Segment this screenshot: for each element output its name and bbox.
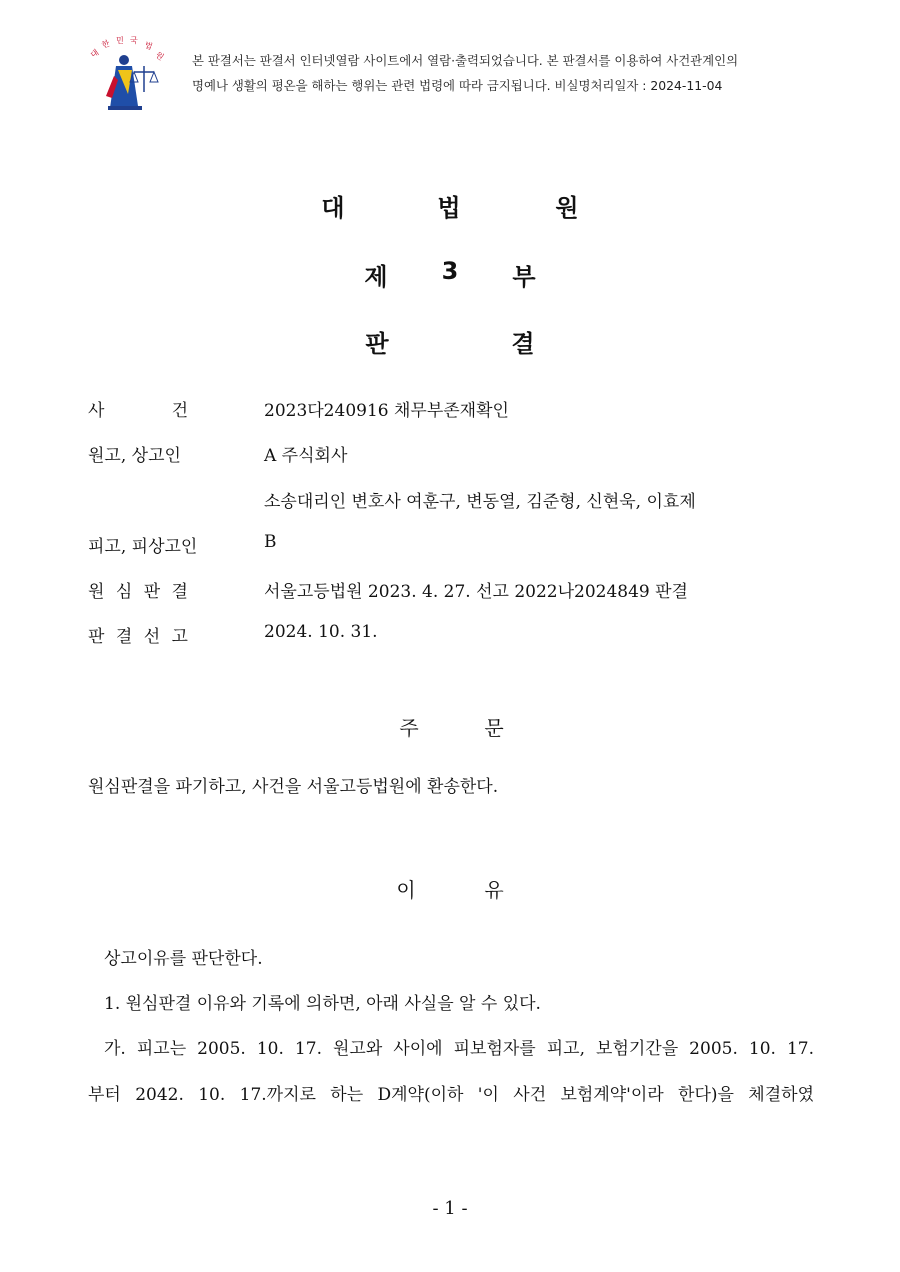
svg-text:한: 한 (100, 38, 111, 50)
lower-judgment-label-part-4: 결 (171, 582, 188, 602)
lower-judgment-label (88, 577, 188, 602)
court-title (0, 188, 900, 224)
page-number: - 1 - (432, 1198, 468, 1219)
division-title-char-2: 3 (441, 257, 459, 285)
judgment-date-label-part-2: 결 (115, 627, 133, 647)
svg-text:법: 법 (143, 40, 154, 52)
svg-text:국: 국 (130, 36, 138, 45)
judgment-date-label-part-4: 고 (171, 627, 188, 647)
svg-text:원: 원 (153, 50, 166, 63)
public-notice (192, 48, 832, 98)
reasons-heading-char-1: 이 (396, 878, 416, 902)
court-title-char-3: 원 (555, 194, 579, 222)
reasons-heading-char-2: 유 (484, 878, 504, 902)
doc-type-char-2: 결 (511, 330, 535, 358)
order-heading-char-2: 문 (484, 716, 504, 740)
reasons-paragraph-line-2: 부터 2042. 10. 17.까지로 하는 D계약(이하 '이 사건 보험계약'이라 한다)을 체결하였 (88, 1085, 814, 1105)
counsel-value: 소송대리인 변호사 여훈구, 변동열, 김준형, 신현욱, 이효제 (264, 492, 696, 512)
svg-text:대: 대 (88, 47, 101, 60)
doc-type-char-1: 판 (365, 330, 389, 358)
reasons-heading (0, 874, 900, 904)
division-title (0, 257, 900, 293)
division-title-char-1: 제 (364, 263, 388, 291)
court-seal-icon (84, 36, 176, 114)
order-text: 원심판결을 파기하고, 사건을 서울고등법원에 환송한다. (88, 777, 499, 797)
lower-judgment-label-part-2: 심 (115, 582, 133, 602)
case-label-part-2: 건 (171, 401, 188, 421)
case-value: 2023다240916 채무부존재확인 (264, 401, 509, 421)
notice-line-2: 명예나 생활의 평온을 해하는 행위는 관련 법령에 따라 금지됩니다. 비실명처리일자 : 2024-11-04 (192, 78, 723, 93)
judgment-date-label-part-3: 선 (143, 627, 161, 647)
judgment-date-value: 2024. 10. 31. (264, 622, 378, 642)
plaintiff-label: 원고, 상고인 (88, 446, 181, 466)
order-heading (0, 712, 900, 742)
case-label (88, 396, 188, 421)
court-title-char-2: 법 (437, 194, 461, 222)
reasons-point-1: 1. 원심판결 이유와 기록에 의하면, 아래 사실을 알 수 있다. (104, 994, 541, 1014)
reasons-intro: 상고이유를 판단한다. (104, 949, 263, 969)
plaintiff-value: A 주식회사 (264, 446, 348, 466)
lower-judgment-label-part-1: 원 (88, 582, 105, 602)
reasons-paragraph-line-1: 가. 피고는 2005. 10. 17. 원고와 사이에 피보험자를 피고, 보험기간을 2005. 10. 17. (104, 1039, 814, 1059)
lower-judgment-label-part-3: 판 (143, 582, 161, 602)
svg-text:민: 민 (116, 36, 124, 45)
case-label-part-1: 사 (88, 401, 105, 421)
court-title-char-1: 대 (321, 194, 345, 222)
defendant-value: B (264, 532, 277, 552)
notice-line-1: 본 판결서는 판결서 인터넷열람 사이트에서 열람·출력되었습니다. 본 판결서를 이용하여 사건관계인의 (192, 53, 739, 68)
lower-judgment-value: 서울고등법원 2023. 4. 27. 선고 2022나2024849 판결 (264, 582, 688, 602)
document-type-title (0, 324, 900, 360)
judgment-date-label (88, 622, 188, 647)
order-heading-char-1: 주 (399, 716, 419, 740)
division-title-char-3: 부 (512, 263, 536, 291)
defendant-label: 피고, 피상고인 (88, 537, 198, 557)
judgment-date-label-part-1: 판 (88, 627, 105, 647)
